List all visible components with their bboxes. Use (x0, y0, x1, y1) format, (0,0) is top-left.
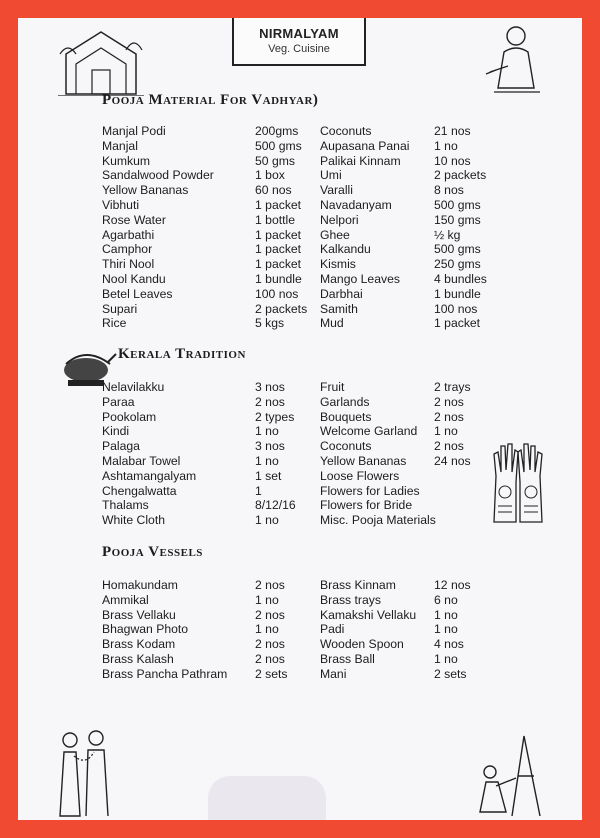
item-qty: 1 packet (255, 257, 302, 272)
item-name-right: Navadanyam (320, 198, 392, 212)
henna-hands-illustration (488, 436, 548, 524)
item-name-right: Garlands (320, 394, 370, 409)
item-qty: 1 packet (255, 198, 302, 212)
item-name-right: Welcome Garland (320, 424, 418, 439)
item-name: Thalams (102, 498, 149, 513)
page-title: NIRMALYAM (259, 26, 339, 41)
item-qty-right: 2 nos (434, 394, 464, 409)
item-name-right: Misc. Pooja Materials (320, 513, 436, 528)
item-name-right: Padi (320, 622, 345, 637)
item-qty-right: 12 nos (434, 578, 471, 592)
item-name-right: Nelpori (320, 212, 359, 227)
item-qty-right: 1 bundle (434, 286, 481, 301)
item-name-right: Bouquets (320, 409, 372, 424)
item-qty: 8/12/16 (255, 498, 296, 513)
item-qty-right: 4 nos (434, 637, 464, 652)
section-title-pooja-vessels: Pooja Vessels (102, 544, 203, 560)
item-qty-right: 100 nos (434, 301, 478, 316)
painter-illustration (466, 732, 546, 818)
item-qty-right: 1 no (434, 607, 458, 622)
item-name: Nelavilakku (102, 380, 165, 394)
item-qty-right: 500 gms (434, 198, 481, 212)
item-name: Camphor (102, 242, 153, 257)
item-qty-right: 150 gms (434, 212, 481, 227)
item-name: Thiri Nool (102, 257, 155, 272)
item-qty: 2 sets (255, 666, 288, 681)
item-name-right: Mud (320, 316, 344, 331)
item-name: Kindi (102, 424, 130, 439)
item-name: Agarbathi (102, 227, 155, 242)
item-name: Brass Kodam (102, 637, 176, 652)
item-name: Yellow Bananas (102, 183, 189, 198)
item-qty: 2 nos (255, 607, 285, 622)
item-name: Brass Pancha Pathram (102, 666, 228, 681)
item-name-right: Mango Leaves (320, 272, 400, 286)
item-name: Chengalwatta (102, 483, 177, 498)
item-name: Rose Water (102, 212, 166, 227)
item-name-right: Samith (320, 301, 358, 316)
title-box (232, 18, 366, 66)
temple-illustration (56, 24, 146, 96)
item-qty-right: 1 no (434, 652, 458, 666)
item-name: Bhagwan Photo (102, 622, 189, 637)
item-name-right: Coconuts (320, 439, 372, 454)
item-name: Manjal (102, 138, 138, 153)
item-name-right: Kamakshi Vellaku (320, 607, 417, 622)
item-qty-right: 1 no (434, 622, 458, 637)
item-qty: 3 nos (255, 439, 285, 454)
item-name-right: Palikai Kinnam (320, 153, 401, 168)
item-qty: 1 bottle (255, 212, 295, 227)
item-qty: 100 nos (255, 286, 299, 301)
item-name-right: Darbhai (320, 286, 363, 301)
item-qty: 1 set (255, 468, 282, 483)
item-qty: 1 no (255, 513, 279, 528)
item-qty: 2 packets (255, 301, 308, 316)
item-qty-right: 24 nos (434, 454, 471, 468)
item-name-right: Loose Flowers (320, 468, 400, 483)
item-name: Brass Vellaku (102, 607, 176, 622)
item-name: Kumkum (102, 153, 151, 168)
item-name: Vibhuti (102, 198, 140, 212)
item-name: Pookolam (102, 409, 157, 424)
item-name: Supari (102, 301, 138, 316)
item-qty-right: ½ kg (434, 227, 461, 242)
item-name-right: Varalli (320, 183, 353, 198)
item-qty: 2 nos (255, 394, 285, 409)
item-qty-right: 6 no (434, 592, 458, 607)
item-qty: 60 nos (255, 183, 292, 198)
item-name-right: Fruit (320, 380, 345, 394)
item-qty: 1 no (255, 454, 279, 468)
item-name: Palaga (102, 439, 140, 454)
item-name: Betel Leaves (102, 286, 173, 301)
item-name-right: Ghee (320, 227, 350, 242)
page-subtitle: Veg. Cuisine (268, 43, 330, 55)
item-qty: 2 nos (255, 652, 285, 666)
item-name: Nool Kandu (102, 272, 166, 286)
item-name: Malabar Towel (102, 454, 181, 468)
item-qty: 1 no (255, 424, 279, 439)
document-page (18, 18, 582, 820)
item-qty: 2 nos (255, 578, 285, 592)
item-name-right: Coconuts (320, 124, 372, 138)
item-name-right: Brass Ball (320, 652, 375, 666)
item-qty: 1 packet (255, 227, 302, 242)
item-name: Sandalwood Powder (102, 168, 214, 183)
item-qty-right: 2 packets (434, 168, 487, 183)
item-qty-right: 8 nos (434, 183, 464, 198)
item-qty-right: 1 no (434, 424, 458, 439)
section-title-kerala-tradition: Kerala Tradition (118, 346, 246, 362)
item-qty: 1 (255, 483, 262, 498)
item-qty: 2 nos (255, 637, 285, 652)
item-qty: 2 types (255, 409, 295, 424)
item-name-right: Brass trays (320, 592, 381, 607)
item-name: Rice (102, 316, 127, 331)
item-qty: 1 no (255, 592, 279, 607)
item-name-right: Brass Kinnam (320, 578, 396, 592)
item-name: White Cloth (102, 513, 165, 528)
item-qty-right: 21 nos (434, 124, 471, 138)
item-qty: 1 bundle (255, 272, 302, 286)
bottom-tab-decoration (208, 776, 326, 820)
item-qty-right: 1 packet (434, 316, 481, 331)
item-name: Homakundam (102, 578, 178, 592)
item-qty-right: 2 nos (434, 439, 464, 454)
item-name: Paraa (102, 394, 135, 409)
item-name-right: Wooden Spoon (320, 637, 404, 652)
item-qty-right: 4 bundles (434, 272, 487, 286)
item-name-right: Kalkandu (320, 242, 371, 257)
item-qty: 5 kgs (255, 316, 285, 331)
item-name: Brass Kalash (102, 652, 174, 666)
item-qty-right: 500 gms (434, 242, 481, 257)
item-name: Manjal Podi (102, 124, 166, 138)
item-qty: 50 gms (255, 153, 295, 168)
item-qty-right: 2 sets (434, 666, 467, 681)
item-name-right: Flowers for Bride (320, 498, 413, 513)
item-qty: 1 no (255, 622, 279, 637)
item-qty: 3 nos (255, 380, 285, 394)
item-name-right: Yellow Bananas (320, 454, 407, 468)
item-qty: 500 gms (255, 138, 302, 153)
item-qty-right: 1 no (434, 138, 458, 153)
item-qty: 200gms (255, 124, 299, 138)
item-qty-right: 10 nos (434, 153, 471, 168)
item-name-right: Mani (320, 666, 347, 681)
item-qty: 1 packet (255, 242, 302, 257)
item-name: Ashtamangalyam (102, 468, 197, 483)
item-name: Ammikal (102, 592, 149, 607)
item-name-right: Aupasana Panai (320, 138, 410, 153)
section-title-pooja-material: Pooja Material For Vadhyar) (102, 92, 319, 108)
item-qty-right: 250 gms (434, 257, 481, 272)
figure-illustration-top-right (480, 22, 548, 94)
item-qty-right: 2 nos (434, 409, 464, 424)
item-name-right: Kismis (320, 257, 356, 272)
wedding-couple-illustration (46, 726, 118, 818)
item-name-right: Umi (320, 168, 342, 183)
item-qty-right: 2 trays (434, 380, 471, 394)
item-name-right: Flowers for Ladies (320, 483, 420, 498)
item-qty: 1 box (255, 168, 285, 183)
